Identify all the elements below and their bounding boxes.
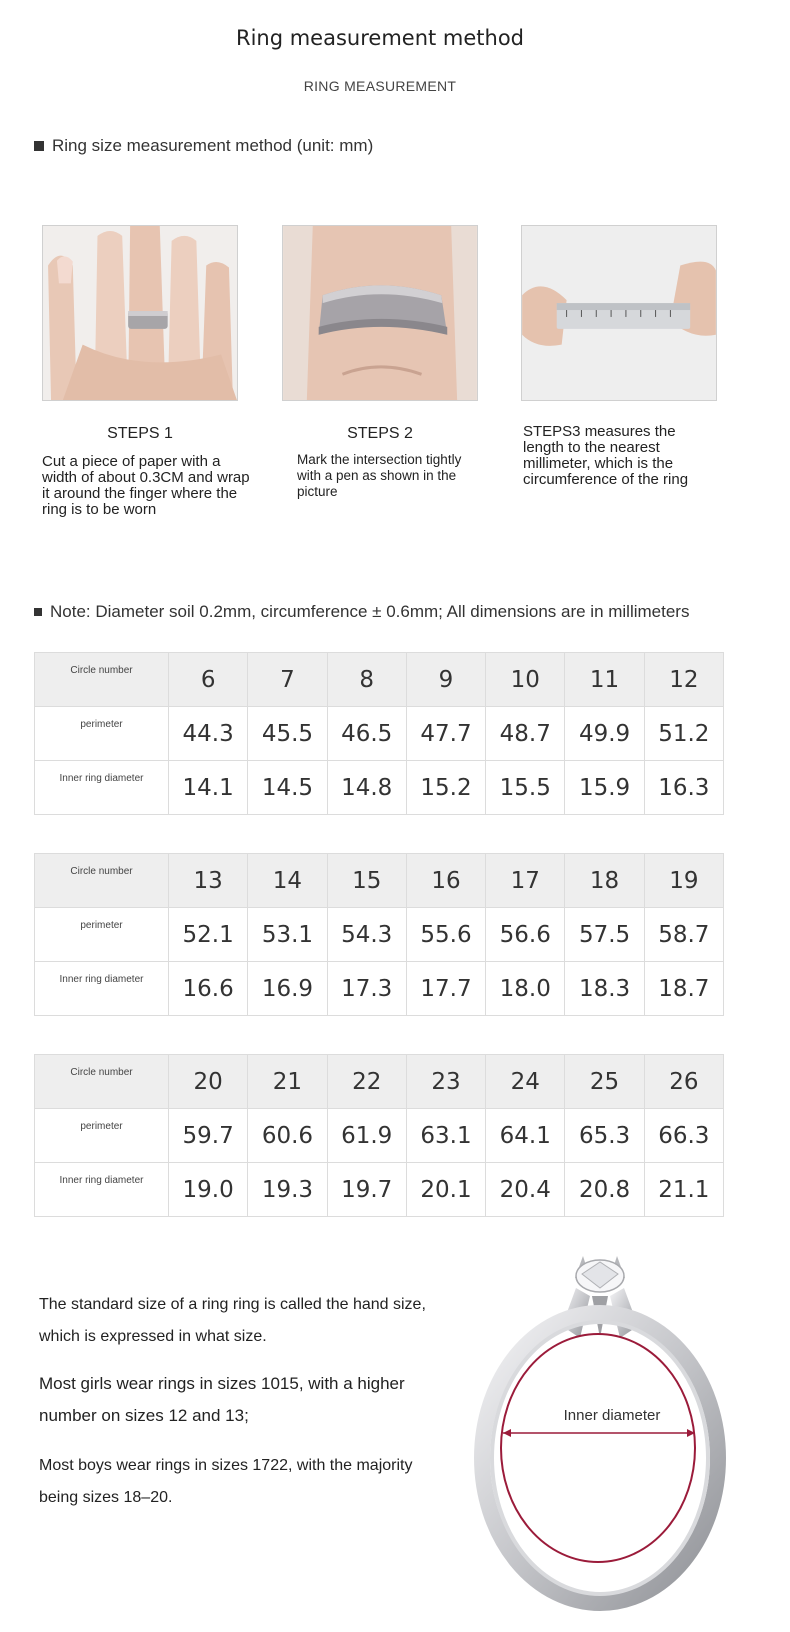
section-heading-note <box>34 602 689 622</box>
table-cell: 16.9 <box>248 962 327 1016</box>
table-cell: 20.1 <box>406 1163 485 1217</box>
note-text: Note: Diameter soil 0.2mm, circumference ± 0.6mm; All dimensions are in millimeters <box>50 602 690 621</box>
table-row-diameter <box>35 761 724 815</box>
table-cell: 51.2 <box>644 707 723 761</box>
row-label-diameter: Inner ring diameter <box>35 761 169 815</box>
table-cell: 65.3 <box>565 1109 644 1163</box>
table-cell: 15.2 <box>406 761 485 815</box>
section-heading-text: Ring size measurement method (unit: mm) <box>52 136 374 155</box>
step3-photo-ruler-icon <box>521 225 717 401</box>
table-cell: 7 <box>248 653 327 707</box>
table-cell: 17.3 <box>327 962 406 1016</box>
table-row-diameter <box>35 1163 724 1217</box>
table-cell: 64.1 <box>486 1109 565 1163</box>
table-cell: 18.7 <box>644 962 723 1016</box>
table-cell: 56.6 <box>486 908 565 962</box>
table-cell: 66.3 <box>644 1109 723 1163</box>
bullet-square-icon <box>34 608 42 616</box>
table-cell: 47.7 <box>406 707 485 761</box>
table-cell: 18.0 <box>486 962 565 1016</box>
inner-diameter-label: Inner diameter <box>563 1407 661 1424</box>
table-cell: 58.7 <box>644 908 723 962</box>
table-cell: 59.7 <box>169 1109 248 1163</box>
table-cell: 14.5 <box>248 761 327 815</box>
step3-description: STEPS3 measures the length to the nearest millimeter, which is the circumference of the ring <box>523 423 689 488</box>
row-label-perimeter: perimeter <box>35 908 169 962</box>
row-label-number: Circle number <box>35 653 169 707</box>
table-cell: 9 <box>406 653 485 707</box>
table-cell: 44.3 <box>169 707 248 761</box>
page-subtitle: RING MEASUREMENT <box>303 78 457 94</box>
note-paragraph: The standard size of a ring ring is called the hand size, which is expressed in what size. <box>39 1296 426 1345</box>
table-cell: 17 <box>486 854 565 908</box>
table-cell: 53.1 <box>248 908 327 962</box>
step1-title: STEPS 1 <box>107 425 173 442</box>
row-label-number: Circle number <box>35 854 169 908</box>
ring-diagram-icon <box>470 1248 730 1628</box>
table-cell: 14 <box>248 854 327 908</box>
table-cell: 15.5 <box>486 761 565 815</box>
row-label-perimeter: perimeter <box>35 707 169 761</box>
table-row-circle-number <box>35 1055 724 1109</box>
table-cell: 48.7 <box>486 707 565 761</box>
table-cell: 15 <box>327 854 406 908</box>
table-cell: 60.6 <box>248 1109 327 1163</box>
table-cell: 21.1 <box>644 1163 723 1217</box>
table-row-perimeter <box>35 707 724 761</box>
table-cell: 54.3 <box>327 908 406 962</box>
size-table <box>34 1054 724 1217</box>
table-cell: 6 <box>169 653 248 707</box>
table-cell: 18 <box>565 854 644 908</box>
table-cell: 57.5 <box>565 908 644 962</box>
table-cell: 8 <box>327 653 406 707</box>
table-cell: 12 <box>644 653 723 707</box>
step2-photo-finger-ring-icon <box>282 225 478 401</box>
table-cell: 11 <box>565 653 644 707</box>
table-row-circle-number <box>35 653 724 707</box>
table-cell: 13 <box>169 854 248 908</box>
bullet-square-icon <box>34 141 44 151</box>
table-row-diameter <box>35 962 724 1016</box>
step1-description: Cut a piece of paper with a width of about 0.3CM and wrap it around the finger where the ring is to be worn <box>42 453 250 518</box>
page-title: Ring measurement method <box>235 26 525 50</box>
table-cell: 14.1 <box>169 761 248 815</box>
table-row-perimeter <box>35 908 724 962</box>
table-cell: 19.7 <box>327 1163 406 1217</box>
table-row-perimeter <box>35 1109 724 1163</box>
table-cell: 19.0 <box>169 1163 248 1217</box>
step2-title: STEPS 2 <box>347 425 413 442</box>
table-cell: 19.3 <box>248 1163 327 1217</box>
table-cell: 14.8 <box>327 761 406 815</box>
table-cell: 20 <box>169 1055 248 1109</box>
table-cell: 18.3 <box>565 962 644 1016</box>
table-cell: 49.9 <box>565 707 644 761</box>
table-cell: 23 <box>406 1055 485 1109</box>
row-label-diameter: Inner ring diameter <box>35 1163 169 1217</box>
table-cell: 25 <box>565 1055 644 1109</box>
table-cell: 17.7 <box>406 962 485 1016</box>
table-cell: 52.1 <box>169 908 248 962</box>
size-table <box>34 853 724 1016</box>
table-cell: 15.9 <box>565 761 644 815</box>
row-label-perimeter: perimeter <box>35 1109 169 1163</box>
table-cell: 46.5 <box>327 707 406 761</box>
row-label-diameter: Inner ring diameter <box>35 962 169 1016</box>
row-label-number: Circle number <box>35 1055 169 1109</box>
table-cell: 16 <box>406 854 485 908</box>
table-cell: 55.6 <box>406 908 485 962</box>
table-cell: 24 <box>486 1055 565 1109</box>
size-table <box>34 652 724 815</box>
step1-photo-hand-paper-icon <box>42 225 238 401</box>
table-cell: 10 <box>486 653 565 707</box>
table-cell: 21 <box>248 1055 327 1109</box>
table-cell: 20.4 <box>486 1163 565 1217</box>
table-cell: 45.5 <box>248 707 327 761</box>
step2-description: Mark the intersection tightly with a pen as shown in the picture <box>297 452 462 499</box>
table-cell: 19 <box>644 854 723 908</box>
section-heading-measurement <box>34 136 373 156</box>
table-row-circle-number <box>35 854 724 908</box>
table-cell: 16.3 <box>644 761 723 815</box>
table-cell: 26 <box>644 1055 723 1109</box>
note-paragraph: Most girls wear rings in sizes 1015, with a higher number on sizes 12 and 13; <box>39 1374 405 1425</box>
table-cell: 61.9 <box>327 1109 406 1163</box>
table-cell: 22 <box>327 1055 406 1109</box>
table-cell: 16.6 <box>169 962 248 1016</box>
table-cell: 63.1 <box>406 1109 485 1163</box>
note-paragraph: Most boys wear rings in sizes 1722, with the majority being sizes 18–20. <box>39 1457 413 1506</box>
table-cell: 20.8 <box>565 1163 644 1217</box>
